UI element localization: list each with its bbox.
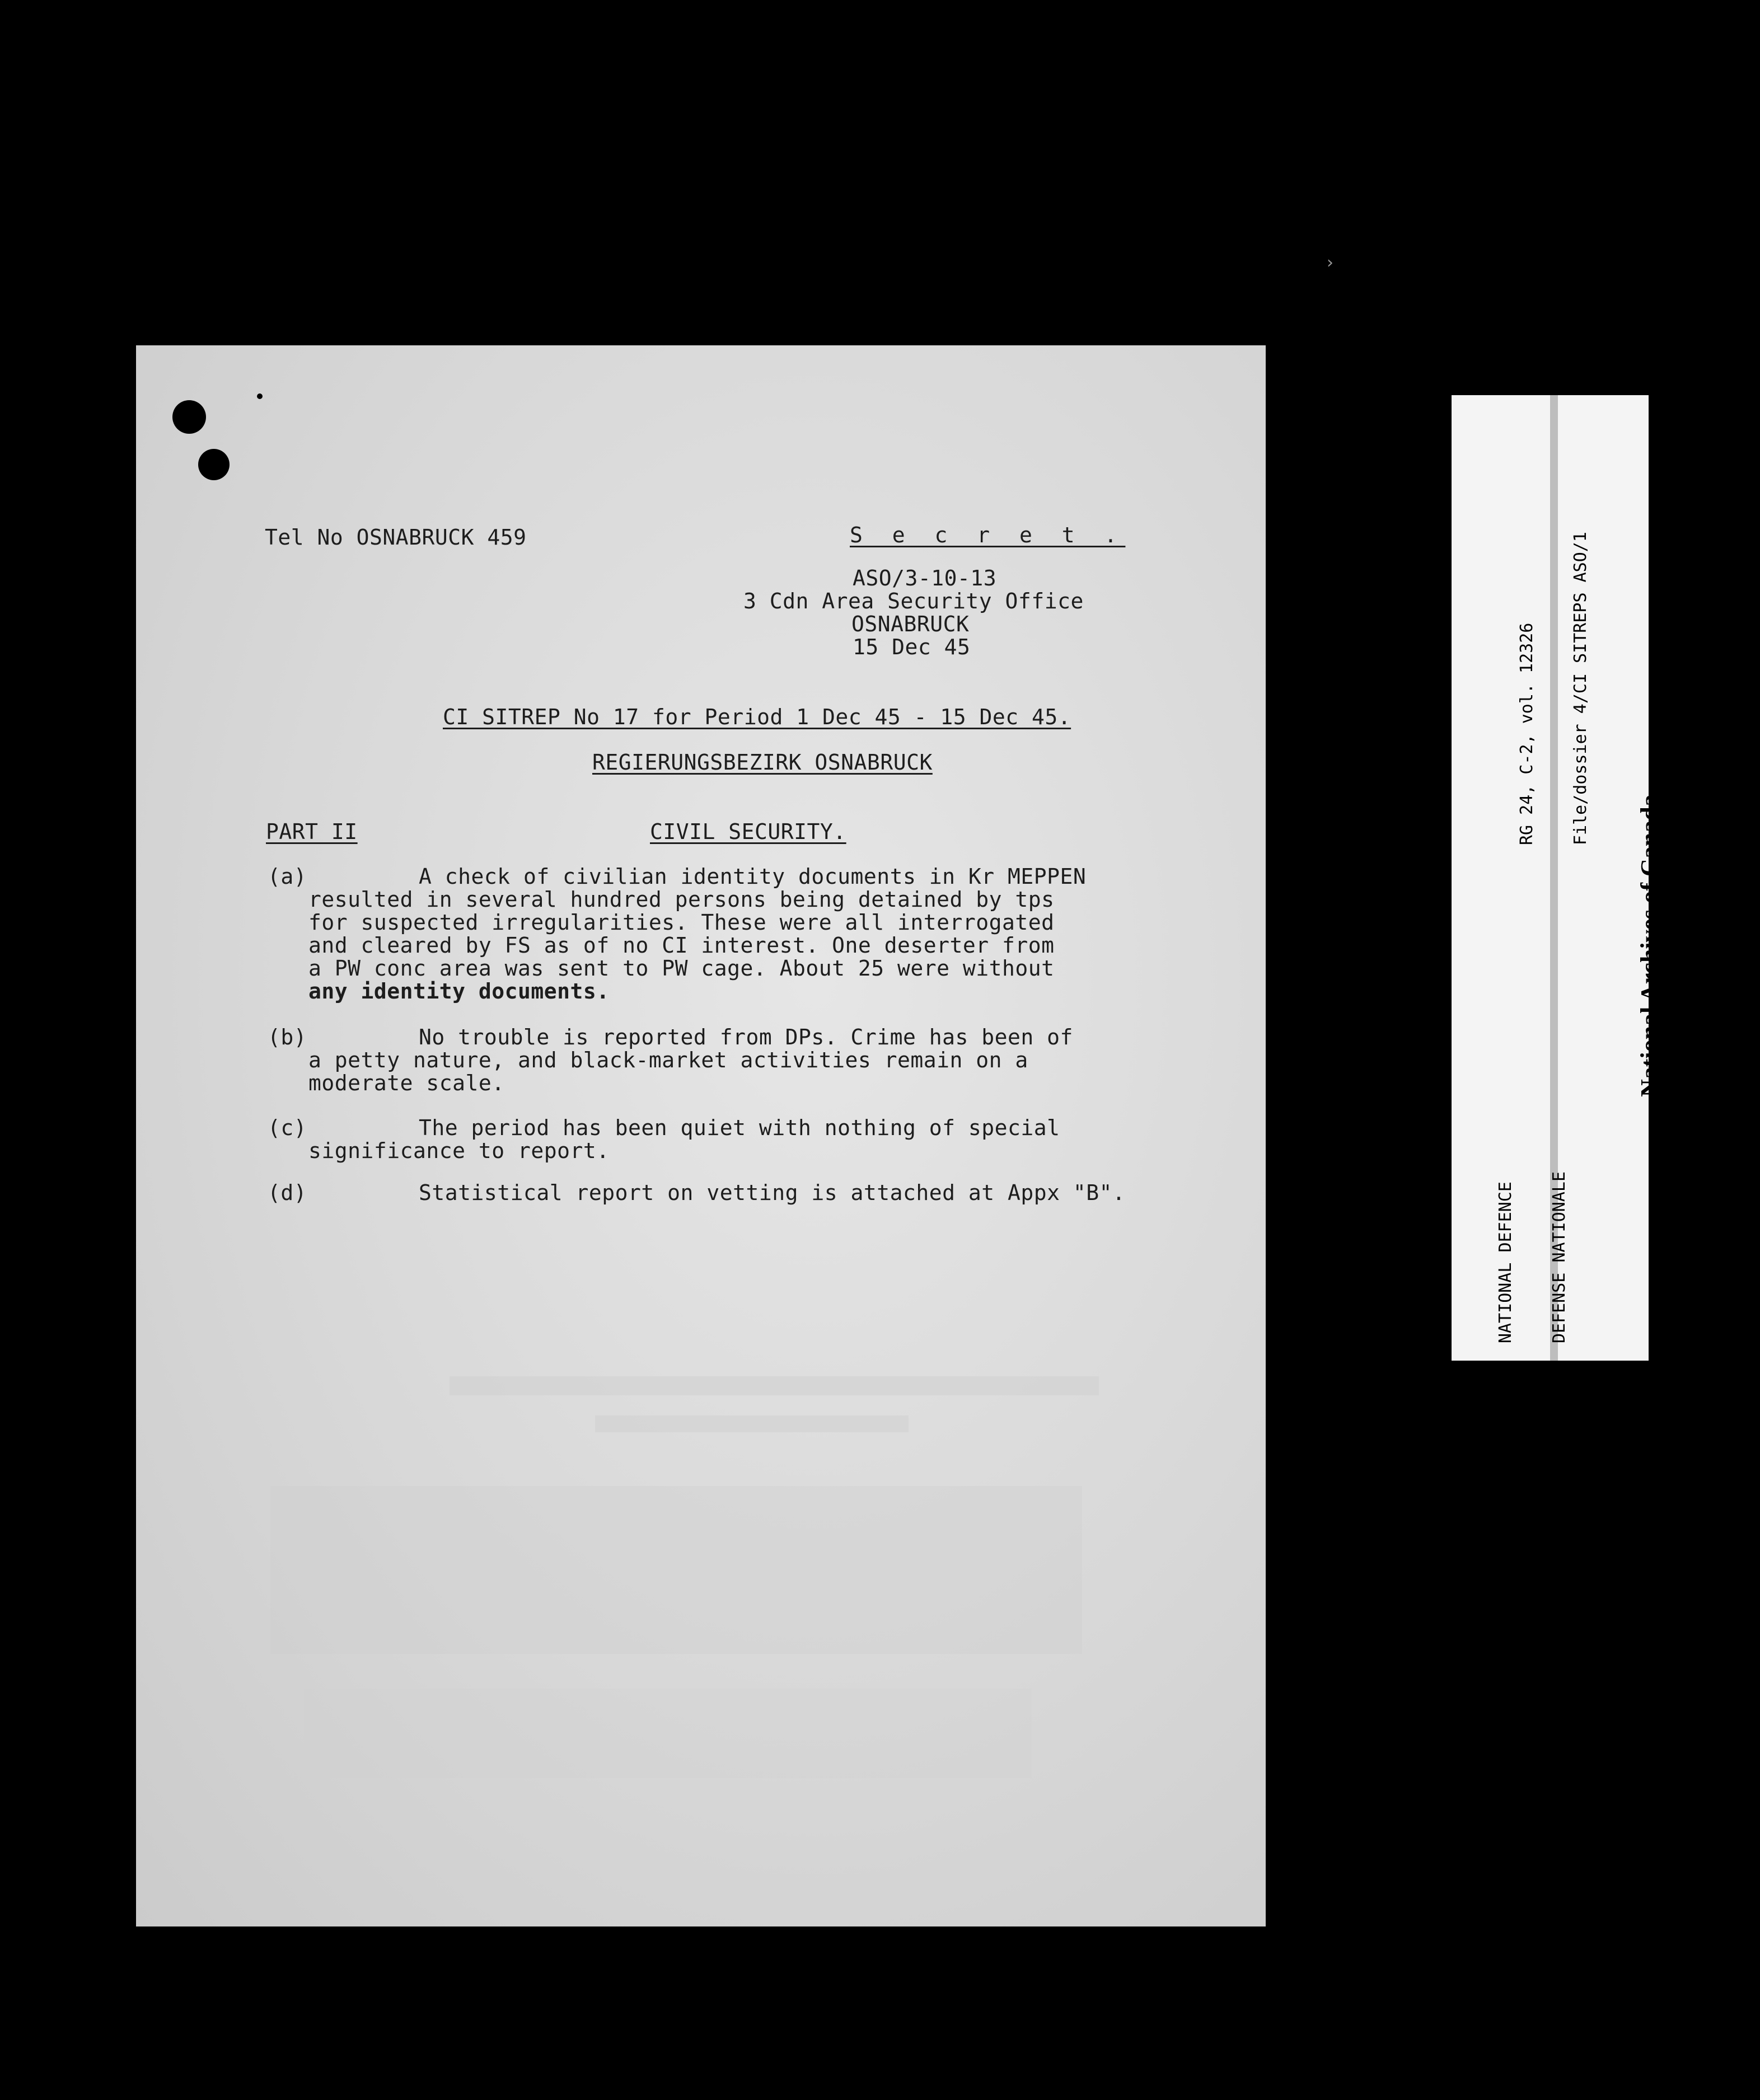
department-stamp bbox=[1461, 1171, 1586, 1343]
telephone-number: Tel No OSNABRUCK 459 bbox=[265, 525, 527, 550]
punch-hole bbox=[257, 393, 263, 399]
document-title: CI SITREP No 17 for Period 1 Dec 45 - 15 Dec 45. bbox=[443, 705, 1071, 729]
document-page bbox=[136, 345, 1266, 1926]
paragraph-line: A check of civilian identity documents in Kr MEPPEN bbox=[419, 864, 1087, 889]
show-through-smudge bbox=[450, 1376, 1099, 1395]
institution-line: National Archives of Canada bbox=[1636, 794, 1663, 1097]
paragraph-line: for suspected irregularities. These were all interrogated bbox=[308, 910, 1055, 935]
paragraph-line: No trouble is reported from DPs. Crime has been of bbox=[419, 1025, 1073, 1049]
institution-name bbox=[1574, 770, 1760, 1097]
punch-hole bbox=[172, 400, 206, 434]
show-through-smudge bbox=[270, 1486, 1082, 1654]
paragraph-line: a petty nature, and black-market activities remain on a bbox=[308, 1048, 1028, 1072]
issuing-office: 3 Cdn Area Security Office bbox=[743, 589, 1084, 613]
punch-hole bbox=[198, 449, 230, 480]
show-through-smudge bbox=[595, 1415, 909, 1432]
paragraph-label: (a) bbox=[268, 864, 307, 889]
part-heading: PART II bbox=[266, 819, 358, 844]
region-heading: REGIERUNGSBEZIRK OSNABRUCK bbox=[592, 750, 933, 775]
classification: S e c r e t . bbox=[850, 523, 1126, 547]
department-line: DEFENSE NATIONALE bbox=[1550, 1171, 1569, 1343]
paragraph-label: (c) bbox=[268, 1115, 307, 1140]
stray-mark: › bbox=[1327, 253, 1333, 273]
department-line: NATIONAL DEFENCE bbox=[1496, 1182, 1515, 1343]
institution-line: Archives nationales du Canada bbox=[1726, 770, 1754, 1097]
show-through-smudge bbox=[304, 1689, 1032, 1778]
issuing-place: OSNABRUCK bbox=[851, 612, 970, 636]
paragraph-line: The period has been quiet with nothing of special bbox=[419, 1115, 1060, 1140]
paragraph-line: Statistical report on vetting is attached at Appx "B". bbox=[419, 1180, 1126, 1205]
reference-number: ASO/3-10-13 bbox=[853, 566, 997, 590]
paragraph-line: any identity documents. bbox=[308, 979, 610, 1004]
paragraph-line: significance to report. bbox=[308, 1138, 610, 1163]
reference-line: RG 24, C-2, vol. 12326 bbox=[1517, 622, 1537, 845]
reference-line: File/dossier 4/CI SITREPS ASO/1 bbox=[1571, 532, 1590, 845]
paragraph-label: (b) bbox=[268, 1025, 307, 1049]
paragraph-line: moderate scale. bbox=[308, 1071, 505, 1095]
section-heading: CIVIL SECURITY. bbox=[650, 819, 846, 844]
paragraph-label: (d) bbox=[268, 1180, 307, 1205]
paragraph-line: a PW conc area was sent to PW cage. About 25 were without bbox=[308, 956, 1055, 981]
paragraph-line: resulted in several hundred persons being detained by tps bbox=[308, 887, 1055, 912]
document-date: 15 Dec 45 bbox=[853, 635, 971, 659]
paragraph-line: and cleared by FS as of no CI interest. One deserter from bbox=[308, 933, 1055, 958]
